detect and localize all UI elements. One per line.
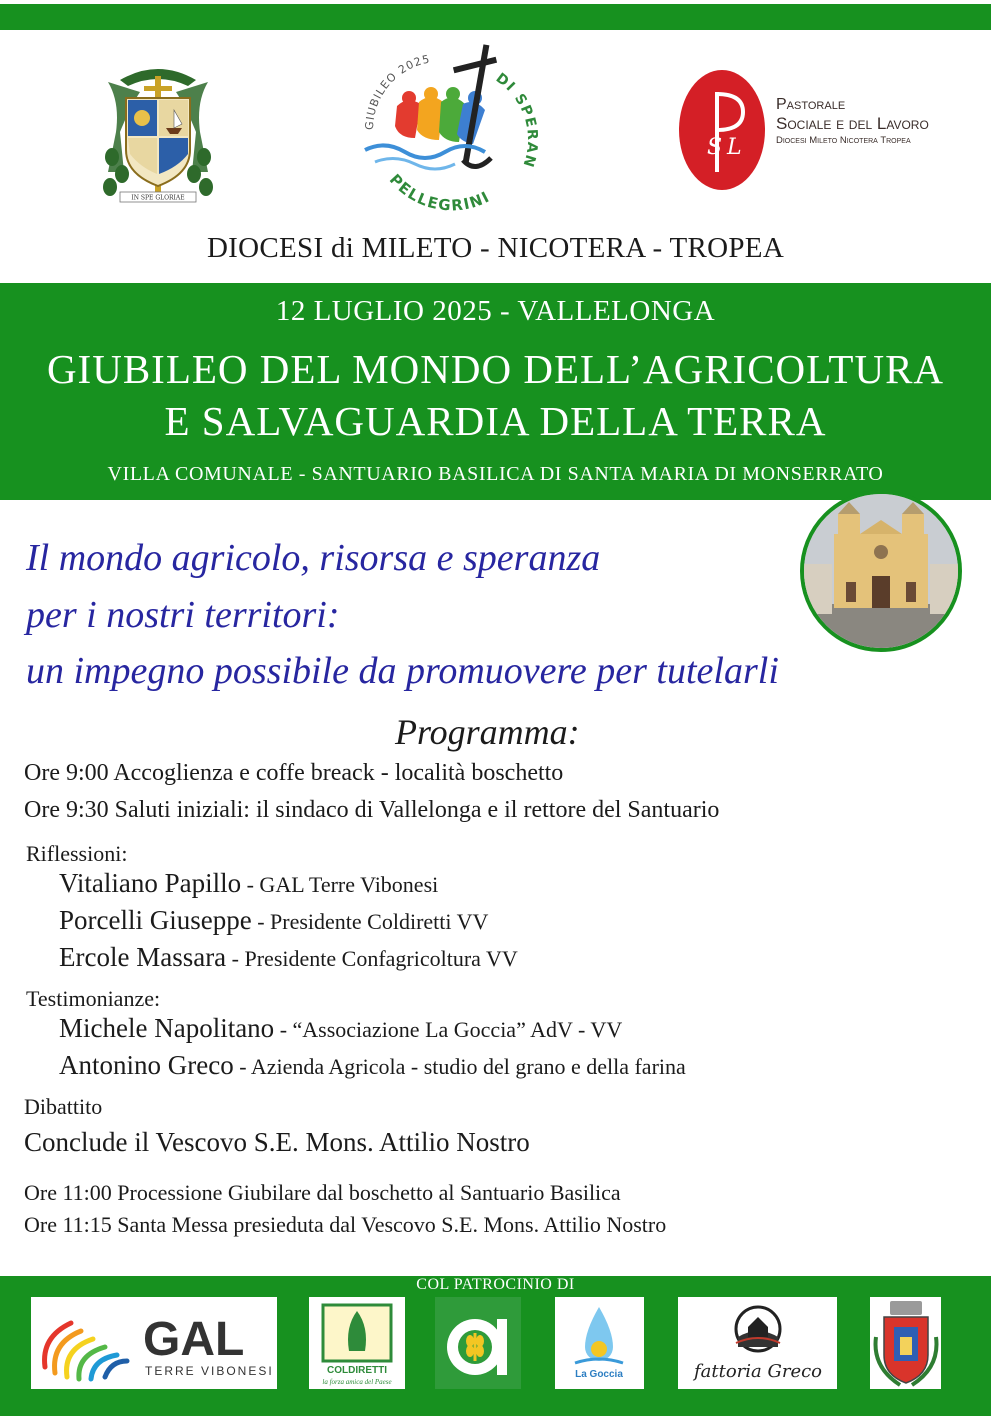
theme-line3: un impegno possibile da promuovere per tutelarli — [26, 650, 779, 692]
la-goccia-logo — [555, 1297, 644, 1389]
diocese-crest-logo — [100, 62, 216, 210]
speaker-name: Porcelli Giuseppe — [59, 905, 252, 935]
dibattito-label: Dibattito — [24, 1094, 103, 1119]
psl-logo — [677, 68, 767, 192]
psl-line2: Sociale e del Lavoro — [776, 114, 929, 134]
riflessione-speaker — [59, 868, 438, 899]
speaker-role: - Azienda Agricola - studio del grano e della farina — [233, 1054, 686, 1079]
speaker-role: - Presidente Coldiretti VV — [251, 909, 489, 934]
theme-line2: per i nostri territori: — [26, 594, 340, 636]
jubilee-arc-top: GIUBILEO 2025 — [362, 52, 432, 131]
svg-text:S: S — [707, 135, 723, 160]
program-item: Ore 11:15 Santa Messa presieduta dal Vescovo S.E. Mons. Attilio Nostro — [24, 1212, 667, 1237]
testimonianza-speaker — [59, 1013, 622, 1044]
testimonianze-label: Testimonianze: — [26, 986, 161, 1011]
coldiretti-motto: la forza amica del Paese — [322, 1378, 392, 1386]
programma-title: Programma: — [395, 712, 580, 752]
riflessioni-label: Riflessioni: — [26, 841, 128, 866]
psl-line1: Pastorale — [776, 96, 846, 113]
fattoria-greco-text: fattoria Greco — [693, 1361, 823, 1382]
svg-text:PELLEGRINI — [386, 171, 493, 215]
conclusion-line: Conclude il Vescovo S.E. Mons. Attilio Nostro — [24, 1127, 530, 1157]
coldiretti-name: COLDIRETTI — [327, 1365, 387, 1376]
gal-terre-vibonesi-logo — [31, 1297, 277, 1389]
la-goccia-text: La Goccia — [575, 1369, 623, 1380]
confagricoltura-logo — [435, 1297, 521, 1389]
riflessione-speaker — [59, 905, 488, 936]
speaker-role: - Presidente Confagricoltura VV — [226, 946, 518, 971]
jubilee-arc-bottom: PELLEGRINI — [385, 170, 494, 215]
svg-text:L: L — [727, 135, 742, 160]
speaker-name: Vitaliano Papillo — [59, 868, 242, 898]
top-white-edge — [0, 0, 991, 4]
vallelonga-crest-logo — [870, 1297, 941, 1389]
speaker-name: Antonino Greco — [59, 1050, 234, 1080]
psl-line3: Diocesi Mileto Nicotera Tropea — [776, 134, 911, 146]
event-venue: VILLA COMUNALE - SANTUARIO BASILICA DI SANTA MARIA DI MONSERRATO — [107, 463, 884, 485]
jubilee-2025-logo — [345, 40, 545, 222]
church-photo — [800, 490, 962, 652]
event-title-line1: GIUBILEO DEL MONDO DELL’AGRICOLTURA — [46, 346, 945, 392]
diocese-title: DIOCESI di MILETO - NICOTERA - TROPEA — [206, 232, 785, 264]
event-date-place: 12 LUGLIO 2025 - VALLELONGA — [275, 295, 716, 327]
riflessione-speaker — [59, 942, 518, 973]
top-green-strip — [0, 0, 991, 30]
program-item: Ore 9:30 Saluti iniziali: il sindaco di Vallelonga e il rettore del Santuario — [24, 797, 720, 823]
event-title-line2: E SALVAGUARDIA DELLA TERRA — [164, 398, 827, 444]
gal-big-text: GAL — [143, 1313, 245, 1366]
jubilee-arc-right: DI SPERAN — [492, 70, 541, 171]
testimonianza-speaker — [59, 1050, 686, 1081]
theme-line1: Il mondo agricolo, risorsa e speranza — [26, 537, 601, 579]
speaker-name: Ercole Massara — [59, 942, 227, 972]
psl-text — [776, 96, 929, 147]
patrocinio-label: COL PATROCINIO DI — [416, 1276, 575, 1293]
coldiretti-logo — [309, 1297, 405, 1389]
speaker-role: - “Associazione La Goccia” AdV - VV — [274, 1017, 623, 1042]
program-item: Ore 11:00 Processione Giubilare dal boschetto al Santuario Basilica — [24, 1180, 621, 1205]
speaker-name: Michele Napolitano — [59, 1013, 275, 1043]
event-title-band — [0, 283, 991, 500]
crest-motto-text: IN SPE GLORIAE — [131, 194, 185, 202]
fattoria-greco-logo — [678, 1297, 837, 1389]
gal-small-text: TERRE VIBONESI — [145, 1364, 274, 1378]
program-item: Ore 9:00 Accoglienza e coffe breack - località boschetto — [24, 760, 564, 786]
speaker-role: - GAL Terre Vibonesi — [241, 872, 439, 897]
